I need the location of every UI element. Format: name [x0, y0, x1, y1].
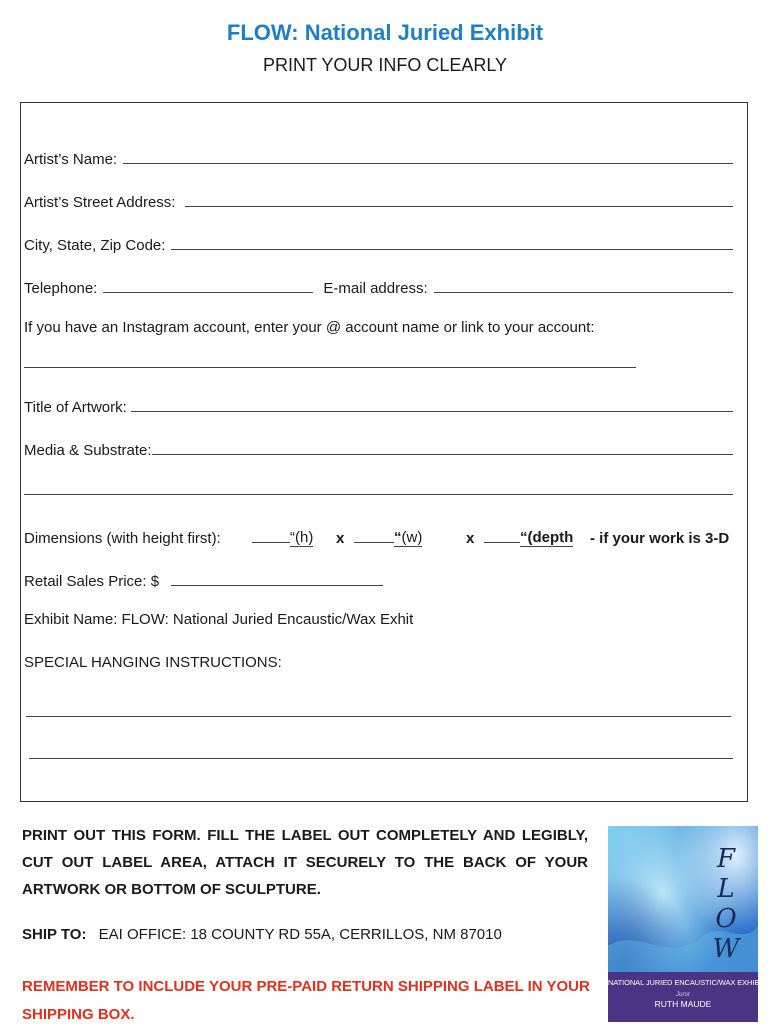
instagram-prompt: If you have an Instagram account, enter your @ account name or link to your account: [24, 319, 595, 336]
dimensions-row [24, 525, 736, 547]
poster-letter: W [712, 934, 740, 964]
ship-to-address: EAI OFFICE: 18 COUNTY RD 55A, CERRILLOS, NM 87010 [98, 926, 502, 943]
depth-unit: “(depth [520, 529, 574, 546]
times-symbol-1: x [336, 530, 345, 547]
city-state-zip-label: City, State, Zip Code: [24, 237, 166, 254]
artwork-title-field[interactable] [131, 410, 733, 412]
artist-name-label: Artist’s Name: [24, 151, 118, 168]
media-label: Media & Substrate: [24, 442, 152, 459]
street-address-row [24, 189, 733, 211]
exhibit-name: Exhibit Name: FLOW: National Juried Encaustic/Wax Exhit [24, 611, 414, 628]
email-field[interactable] [434, 291, 733, 293]
hanging-instructions-label: SPECIAL HANGING INSTRUCTIONS: [24, 654, 282, 671]
cut-out-instructions: PRINT OUT THIS FORM. FILL THE LABEL OUT COMPLETELY AND LEGIBLY, CUT OUT LABEL AREA, ATTACH IT SECURELY TO THE BACK OF YOUR ARTWORK OR BOTTOM OF SCULPTURE. [22, 827, 588, 898]
ship-to-line [22, 926, 502, 943]
page-subtitle: PRINT YOUR INFO CLEARLY [262, 55, 508, 75]
page-title: FLOW: National Juried Exhibit [226, 20, 544, 45]
email-label: E-mail address: [323, 280, 428, 297]
instagram-field[interactable] [24, 366, 636, 368]
contact-row [24, 275, 733, 297]
depth-note: - if your work is 3-D [590, 530, 730, 547]
telephone-field[interactable] [103, 291, 313, 293]
retail-price-label: Retail Sales Price: $ [24, 573, 160, 590]
artist-name-field[interactable] [123, 162, 733, 164]
artist-name-row [24, 146, 733, 168]
width-unit: “(w) [394, 529, 423, 546]
return-label-reminder: REMEMBER TO INCLUDE YOUR PRE-PAID RETURN SHIPPING LABEL IN YOUR SHIPPING BOX. [22, 978, 590, 1023]
poster-letter: L [717, 874, 735, 904]
flow-exhibit-poster [608, 826, 779, 1022]
depth-field[interactable] [484, 541, 520, 543]
street-address-label: Artist’s Street Address: [24, 194, 176, 211]
media-field[interactable] [152, 453, 733, 455]
times-symbol-2: x [466, 530, 475, 547]
hanging-instructions-field-1[interactable] [26, 715, 731, 717]
width-field[interactable] [354, 541, 394, 543]
retail-price-field[interactable] [171, 584, 383, 586]
height-unit: “(h) [290, 529, 314, 546]
poster-band-title: NATIONAL JURIED ENCAUSTIC/WAX EXHIBITION [608, 978, 779, 987]
ship-to-label: SHIP TO: [22, 926, 87, 943]
dimensions-label: Dimensions (with height first): [24, 530, 221, 547]
media-row [24, 437, 733, 459]
city-state-zip-row [24, 232, 733, 254]
entry-form-box [20, 102, 748, 802]
poster-title-band [608, 972, 779, 1022]
media-field-continued[interactable] [24, 493, 733, 495]
artwork-title-label: Title of Artwork: [24, 399, 127, 416]
poster-juror-label: Juror [676, 992, 690, 998]
height-field[interactable] [252, 541, 290, 543]
poster-letter: F [716, 844, 736, 874]
artwork-title-row [24, 394, 733, 416]
poster-letter: O [715, 904, 737, 934]
poster-flow-letters [706, 844, 746, 964]
telephone-label: Telephone: [24, 280, 98, 297]
hanging-instructions-field-2[interactable] [29, 757, 733, 759]
street-address-field[interactable] [185, 205, 733, 207]
poster-juror-name: RUTH MAUDE [654, 999, 712, 1009]
city-state-zip-field[interactable] [171, 248, 733, 250]
retail-price-row [24, 568, 424, 590]
